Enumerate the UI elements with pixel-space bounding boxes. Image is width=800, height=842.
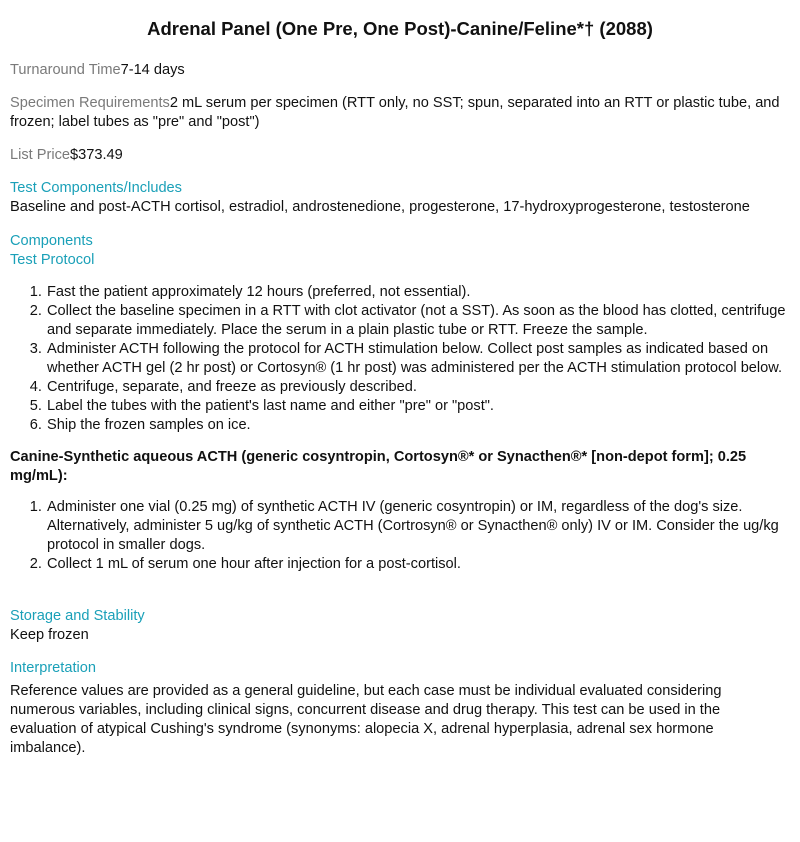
test-components-text: Baseline and post-ACTH cortisol, estradiol, androstenedione, progesterone, 17-hydroxyprogesterone, testosterone [10, 199, 750, 215]
protocol-step: 4. Centrifuge, separate, and freeze as previously described. [46, 378, 790, 397]
protocol-step: 2. Collect the baseline specimen in a RTT with clot activator (not a SST). As soon as the blood has clotted, centrifuge and separate immediately. Place the serum in a plain plastic tube or RTT. Freeze the sample. [46, 302, 790, 340]
protocol-step: 5. Label the tubes with the patient's last name and either "pre" or "post". [46, 397, 790, 416]
canine-step: 2. Collect 1 mL of serum one hour after injection for a post-cortisol. [46, 555, 790, 574]
price-field [10, 146, 790, 165]
components-heading: Components [10, 233, 93, 249]
interpretation-text: Reference values are provided as a general guideline, but each case must be individual evaluated considering numerous variables, including clinical signs, concurrent disease and drug therapy. This test can be used in the evaluation of atypical Cushing's syndrome (synonyms: alopecia X, adrenal hyperplasia, adrenal sex hormone imbalance). [10, 683, 722, 756]
storage-text: Keep frozen [10, 627, 89, 643]
turnaround-label: Turnaround Time [10, 62, 121, 78]
specimen-field [10, 94, 790, 132]
test-components-heading: Test Components/Includes [10, 180, 182, 196]
storage-heading: Storage and Stability [10, 608, 145, 624]
turnaround-value: 7-14 days [120, 62, 185, 78]
protocol-step: 3. Administer ACTH following the protocol for ACTH stimulation below. Collect post samples as indicated based on whether ACTH gel (2 hr post) or Cortosyn® (1 hr post) was administered per the ACTH stimulation protocol below. [46, 340, 790, 378]
canine-steps-list [10, 498, 790, 574]
protocol-step: 6. Ship the frozen samples on ice. [46, 416, 790, 435]
protocol-step: 1. Fast the patient approximately 12 hours (preferred, not essential). [46, 283, 790, 302]
turnaround-field [10, 61, 790, 80]
interpretation-heading: Interpretation [10, 660, 96, 676]
page-title: Adrenal Panel (One Pre, One Post)-Canine/Feline*† (2088) [147, 18, 653, 39]
canine-acth-heading: Canine-Synthetic aqueous ACTH (generic cosyntropin, Cortosyn®* or Synacthen®* [non-depot form]; 0.25 mg/mL): [10, 449, 747, 484]
protocol-steps-list [10, 283, 790, 435]
specimen-label: Specimen Requirements [10, 95, 170, 111]
price-label: List Price [10, 147, 71, 163]
price-value: $373.49 [70, 147, 123, 163]
test-protocol-heading: Test Protocol [10, 252, 95, 268]
specimen-value: 2 mL serum per specimen (RTT only, no SST; spun, separated into an RTT or plastic tube, and frozen; label tubes as "pre" and "post") [10, 95, 780, 130]
canine-step: 1. Administer one vial (0.25 mg) of synthetic ACTH IV (generic cosyntropin) or IM, regardless of the dog's size. Alternatively, administer 5 ug/kg of synthetic ACTH (Cortrosyn® or Synacthen® only) IV or IM. Consider the ug/kg protocol in smaller dogs. [46, 498, 790, 555]
